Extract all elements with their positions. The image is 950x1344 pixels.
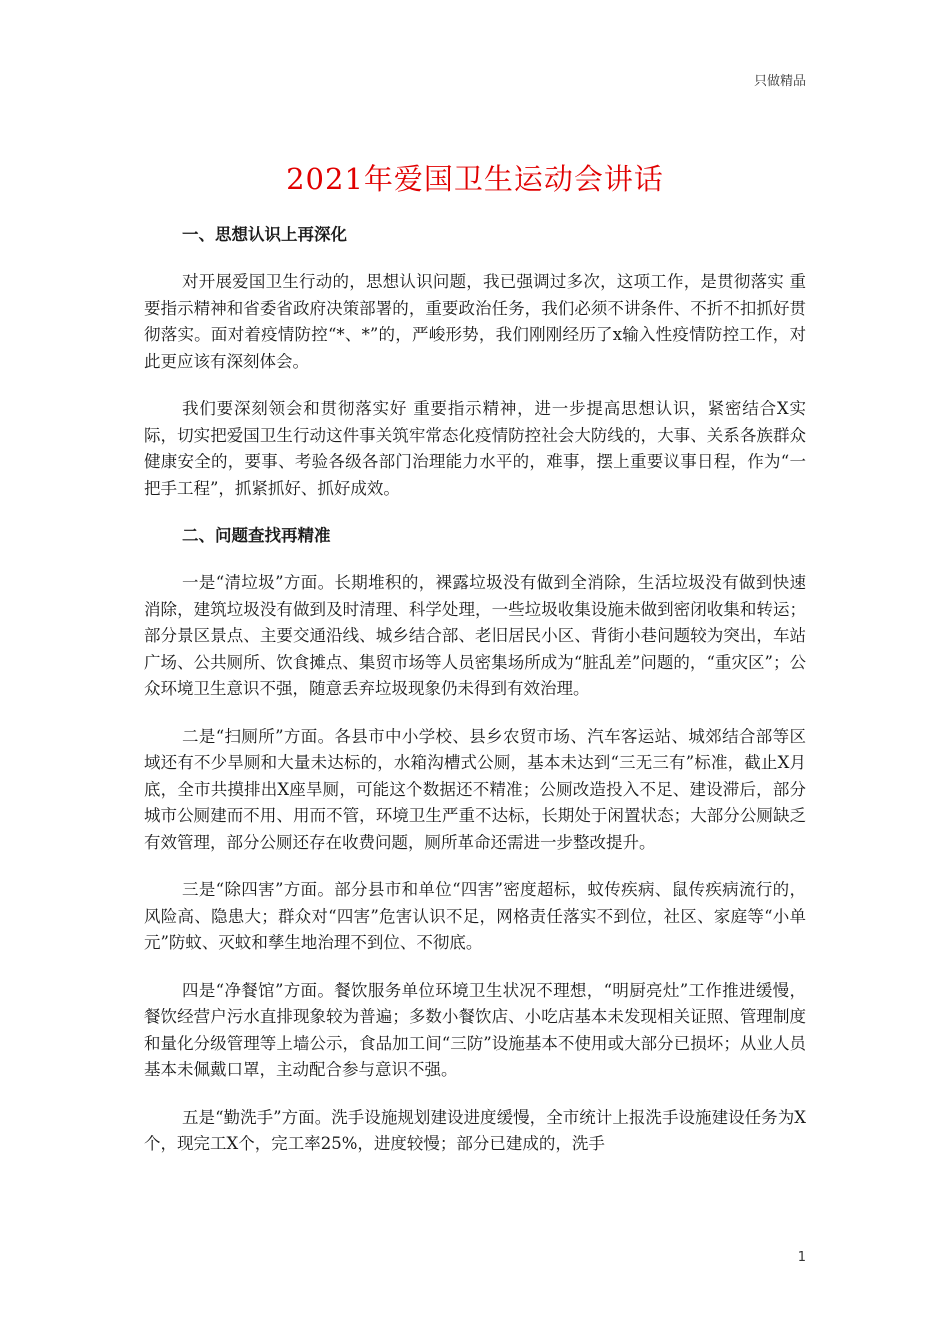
- document-title: 2021年爱国卫生运动会讲话: [286, 162, 664, 196]
- page-number: 1: [797, 1250, 806, 1265]
- paragraph: 我们要深刻领会和贯彻落实好 重要指示精神，进一步提高思想认识，紧密结合X实际，切实把爱国卫生行动这件事关筑牢常态化疫情防控社会大防线的，大事、关系各族群众健康安全的，要事、考验各级各部门治理能力水平的，难事，摆上重要议事日程，作为“一把手工程”，抓紧抓好、抓好成效。: [144, 399, 806, 498]
- document-body: [144, 222, 806, 1179]
- header-note: 只做精品: [753, 74, 806, 89]
- section-problems: [144, 523, 806, 1158]
- section-heading: 二、问题查找再精准: [182, 526, 331, 545]
- section-thinking: [144, 222, 806, 502]
- paragraph: 二是“扫厕所”方面。各县市中小学校、县乡农贸市场、汽车客运站、城郊结合部等区域还有不少旱厕和大量未达标的，水箱沟槽式公厕，基本未达到“三无三有”标准，截止X月底，全市共摸排出X座旱厕，可能这个数据还不精准；公厕改造投入不足、建设滞后，部分城市公厕建而不用、用而不管，环境卫生严重不达标，长期处于闲置状态；大部分公厕缺乏有效管理，部分公厕还存在收费问题，厕所革命还需进一步整改提升。: [144, 726, 806, 852]
- paragraph: 对开展爱国卫生行动的，思想认识问题，我已强调过多次，这项工作，是贯彻落实 重要指示精神和省委省政府决策部署的，重要政治任务，我们必须不讲条件、不折不扣抓好贯彻落实。面对着疫情防控“*、*”的，严峻形势，我们刚刚经历了x输入性疫情防控工作，对此更应该有深刻体会。: [144, 272, 806, 371]
- section-heading: 一、思想认识上再深化: [182, 225, 347, 244]
- paragraph: 一是“清垃圾”方面。长期堆积的，裸露垃圾没有做到全消除，生活垃圾没有做到快速消除，建筑垃圾没有做到及时清理、科学处理，一些垃圾收集设施未做到密闭收集和转运；部分景区景点、主要交通沿线、城乡结合部、老旧居民小区、背街小巷问题较为突出，车站广场、公共厕所、饮食摊点、集贸市场等人员密集场所成为“脏乱差”问题的，“重灾区”；公众环境卫生意识不强，随意丢弃垃圾现象仍未得到有效治理。: [144, 573, 806, 698]
- paragraph: 四是“净餐馆”方面。餐饮服务单位环境卫生状况不理想，“明厨亮灶”工作推进缓慢，餐饮经营户污水直排现象较为普遍；多数小餐饮店、小吃店基本未发现相关证照、管理制度和量化分级管理等上墙公示，食品加工间“三防”设施基本不使用或大部分已损坏；从业人员基本未佩戴口罩，主动配合参与意识不强。: [144, 980, 806, 1079]
- paragraph: 五是“勤洗手”方面。洗手设施规划建设进度缓慢，全市统计上报洗手设施建设任务为X个，现完工X个，完工率25%，进度较慢；部分已建成的，洗手: [144, 1107, 806, 1153]
- paragraph: 三是“除四害”方面。部分县市和单位“四害”密度超标，蚊传疾病、鼠传疾病流行的，风险高、隐患大；群众对“四害”危害认识不足，网格责任落实不到位，社区、家庭等“小单元”防蚊、灭蚊和孳生地治理不到位、不彻底。: [144, 880, 806, 952]
